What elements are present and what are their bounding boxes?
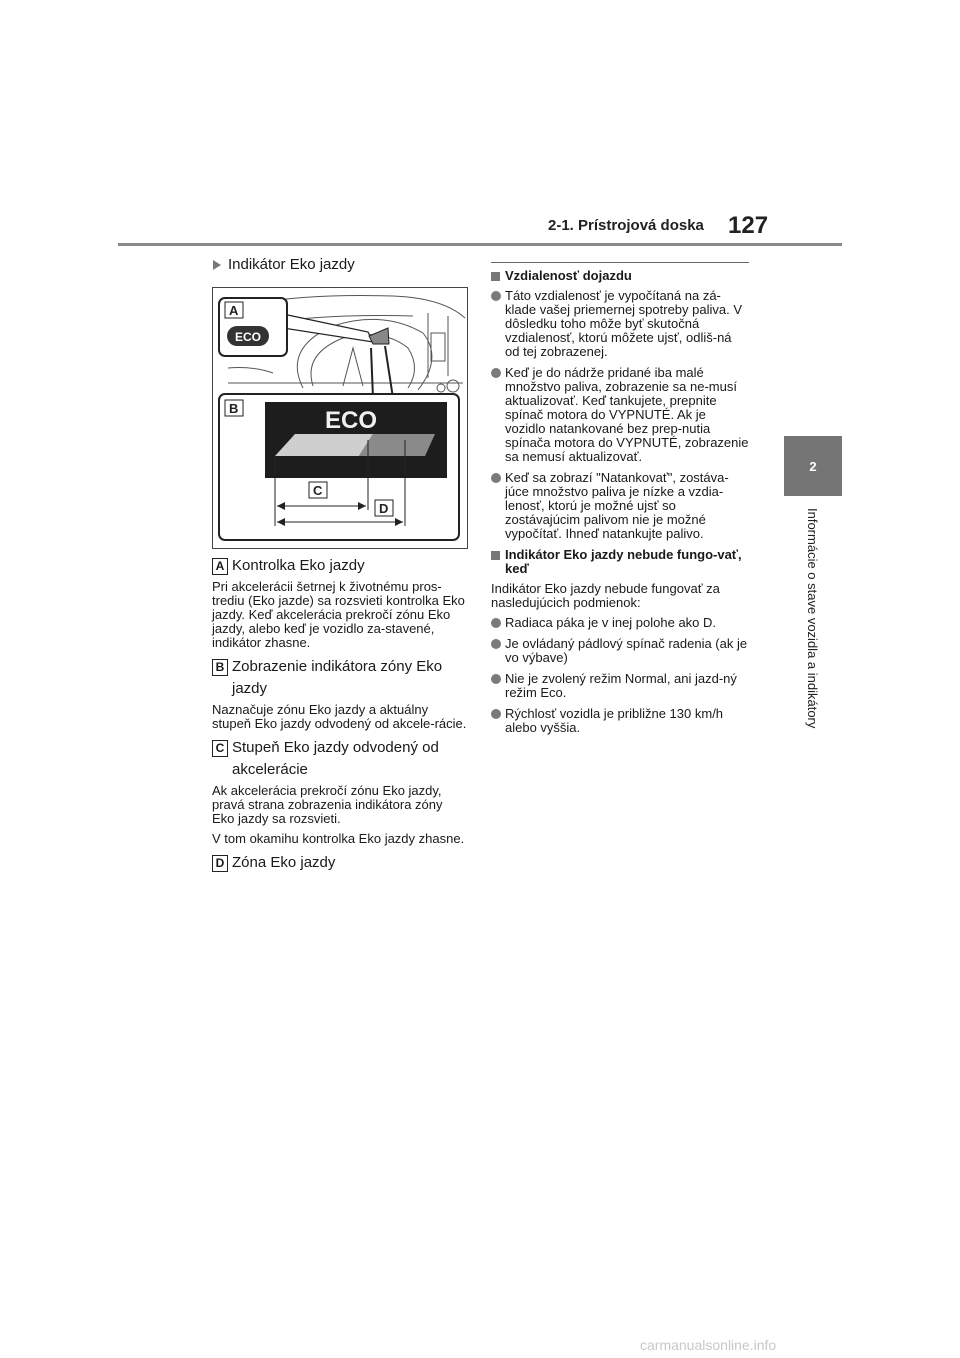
callout-a-label: A [229, 303, 239, 318]
range-bullets [491, 289, 749, 541]
list-item-text: Radiaca páka je v inej polohe ako D. [505, 615, 717, 630]
callout-badge: C [212, 740, 228, 757]
callout-text [212, 703, 468, 731]
callout-title: Zobrazenie indikátora zóny Eko jazdy [232, 658, 443, 697]
callout-title: Stupeň Eko jazdy odvodený od akcelerácie [232, 739, 439, 778]
dashboard-drawing [213, 288, 467, 548]
list-item-text: Táto vzdialenosť je vypočítaná na zá-klade vašej priemernej spotreby paliva. V dôsledku toho môže byť skutočná vzdialenosť, ktorú môžete ujsť, odliš-ná od tej zobrazenej. [505, 288, 743, 359]
round-bullet-icon [491, 709, 501, 719]
right-column [491, 262, 749, 742]
list-item [491, 366, 749, 464]
callout-c-label: C [313, 483, 323, 498]
callout-descriptions [212, 555, 468, 874]
chapter-tab [784, 436, 842, 496]
callout-text [212, 580, 468, 650]
chapter-side-label [802, 508, 820, 768]
square-bullet-icon [491, 551, 500, 560]
round-bullet-icon [491, 674, 501, 684]
eco-indicator-heading: Indikátor Eko jazdy [212, 255, 468, 275]
list-item [491, 707, 749, 735]
list-item-text: Keď sa zobrazí "Natankovať", zostáva-júce množstvo paliva je nízke a vzdia-lenosť, ktorú je možné ujsť so zostávajúcim palivom nie je možné vypočítať. Ihneď natankujte palivo. [505, 470, 729, 541]
round-bullet-icon [491, 473, 501, 483]
paragraph: Naznačuje zónu Eko jazdy a aktuálny stupeň Eko jazdy odvodený od akcele-rácie. [212, 702, 467, 731]
list-item-text: Je ovládaný pádlový spínač radenia (ak je vo výbave) [505, 636, 748, 665]
square-bullet-icon [491, 272, 500, 281]
callout-badge: D [212, 855, 228, 872]
callout-d-label: D [379, 501, 389, 516]
round-bullet-icon [491, 639, 501, 649]
watermark: carmanualsonline.info [640, 1337, 777, 1353]
range-heading: Vzdialenosť dojazdu [491, 269, 749, 283]
list-item [491, 616, 749, 630]
eco-not-working-heading: Indikátor Eko jazdy nebude fungo-vať, keď [491, 548, 749, 576]
page-number: 127 [728, 212, 769, 239]
list-item [491, 672, 749, 700]
list-item [491, 471, 749, 541]
eco-not-working-intro: Indikátor Eko jazdy nebude fungovať za nasledujúcich podmienok: [491, 581, 720, 610]
eco-large-indicator: ECO [324, 407, 378, 434]
chapter-number: 2 [809, 458, 817, 474]
left-column [212, 255, 468, 874]
callout-title: Kontrolka Eko jazdy [232, 557, 365, 574]
paragraph: Ak akcelerácia prekročí zónu Eko jazdy, pravá strana zobrazenia indikátora zóny Eko jazdy sa rozsvieti. [212, 783, 443, 826]
callout-text [212, 784, 468, 846]
callout-item [212, 737, 468, 781]
callout-item [212, 852, 468, 874]
list-item-text: Rýchlosť vozidla je približne 130 km/h alebo vyššia. [505, 706, 724, 735]
list-item-text: Keď je do nádrže pridané iba malé množstvo paliva, zobrazenie sa ne-musí aktualizovať. Keď tankujete, prepnite spínač motora do VYPNUTÉ. Ak je vozidlo natankované bez prep-nutia spínača motora do VYPNUTÉ, zobrazenie sa nemusí aktualizovať. [505, 365, 749, 464]
section-title: 2-1. Prístrojová doska [548, 217, 704, 234]
paragraph: Pri akcelerácii šetrnej k životnému pros-trediu (Eko jazde) sa rozsvieti kontrolka Eko jazdy. Keď akcelerácia prekročí zónu Eko jazdy, alebo keď je vozidlo za-stavené, indikátor zhasne. [212, 579, 465, 650]
paragraph: V tom okamihu kontrolka Eko jazdy zhasne. [212, 831, 465, 846]
list-item-text: Nie je zvolený režim Normal, ani jazd-ný režim Eco. [505, 671, 737, 700]
round-bullet-icon [491, 291, 501, 301]
chapter-title: Informácie o stave vozidla a indikátory [805, 508, 820, 729]
eco-not-working-bullets [491, 616, 749, 735]
triangle-bullet-icon [213, 260, 221, 270]
callout-badge: A [212, 558, 228, 575]
eco-indicator-illustration [212, 287, 468, 549]
list-item [491, 637, 749, 665]
eco-small-indicator: ECO [234, 330, 262, 344]
callout-b-label: B [229, 401, 239, 416]
column-top-rule [491, 262, 749, 263]
callout-badge: B [212, 659, 228, 676]
callout-item [212, 555, 468, 577]
callout-title: Zóna Eko jazdy [232, 854, 336, 871]
callout-item [212, 656, 468, 700]
round-bullet-icon [491, 618, 501, 628]
round-bullet-icon [491, 368, 501, 378]
list-item [491, 289, 749, 359]
header-divider [118, 243, 842, 246]
